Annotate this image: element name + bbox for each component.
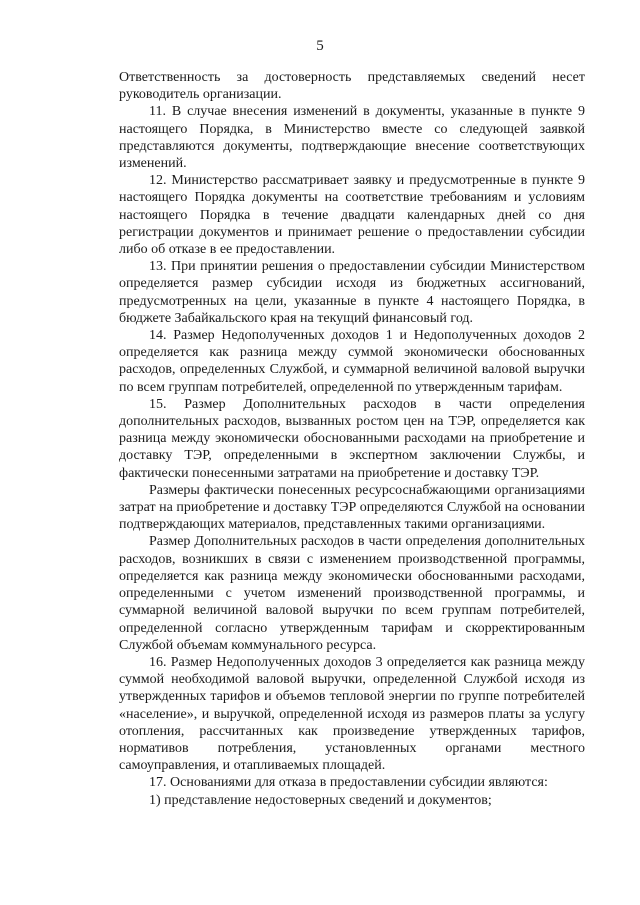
paragraph-15: 15. Размер Дополнительных расходов в части определения дополнительных расходов, вызванных ростом цен на ТЭР, определяется как разница между экономически обоснованными расходами на приобретение и доставку ТЭР, определенными в экспертном заключении Службы, и фактически понесенными затратами на приобретение и доставку ТЭР. [119,396,585,481]
paragraph-12: 12. Министерство рассматривает заявку и предусмотренные в пункте 9 настоящего Порядка документы на соответствие требованиям и условиям настоящего Порядка в течение двадцати календарных дней со дня регистрации документов и принимает решение о предоставлении субсидии либо об отказе в ее предоставлении. [119,173,585,258]
paragraph-responsibility: Ответственность за достоверность представляемых сведений несет руководитель организации. [119,70,585,103]
paragraph-15-program-changes: Размер Дополнительных расходов в части определения дополнительных расходов, возникших в связи с изменением производственной программы, определяется как разница между экономически обоснованными расходами, определенными с учетом изменений производственной программы, и суммарной величиной валовой выручки по всем группам потребителей, определенной согласно утвержденным тарифам и скорректированным Службой объемам коммунального ресурса. [119,534,585,653]
document-body [119,69,585,809]
paragraph-16: 16. Размер Недополученных доходов 3 определяется как разница между суммой необходимой валовой выручки, определенной Службой исходя из утвержденных тарифов и объемов тепловой энергии по группе потребителей «население», и выручкой, определенной исходя из размеров платы за услугу отопления, рассчитанных как произведение утвержденных тарифов, нормативов потребления, установленных органами местного самоуправления, и отапливаемых площадей. [119,654,585,774]
paragraph-13: 13. При принятии решения о предоставлении субсидии Министерством определяется размер субсидии исходя из бюджетных ассигнований, предусмотренных на цели, указанные в пункте 4 настоящего Порядка, в бюджете Забайкальского края на текущий финансовый год. [119,259,585,326]
paragraph-17: 17. Основаниями для отказа в предоставлении субсидии являются: [149,775,548,791]
paragraph-15-actual-costs: Размеры фактически понесенных ресурсоснабжающими организациями затрат на приобретение и доставку ТЭР определяются Службой на основании подтверждающих материалов, представленных такими организациями. [119,482,585,533]
paragraph-14: 14. Размер Недополученных доходов 1 и Недополученных доходов 2 определяется как разница между суммой экономически обоснованных расходов, определенных Службой, и суммарной величиной валовой выручки по всем группам потребителей, определенной по утвержденным тарифам. [119,328,585,395]
list-item: 1) представление недостоверных сведений и документов; [149,792,492,808]
page-number: 5 [316,38,324,54]
paragraph-11: 11. В случае внесения изменений в документы, указанные в пункте 9 настоящего Порядка, в Министерство вместе со следующей заявкой представляются документы, подтверждающие внесение соответствующих изменений. [119,104,585,172]
